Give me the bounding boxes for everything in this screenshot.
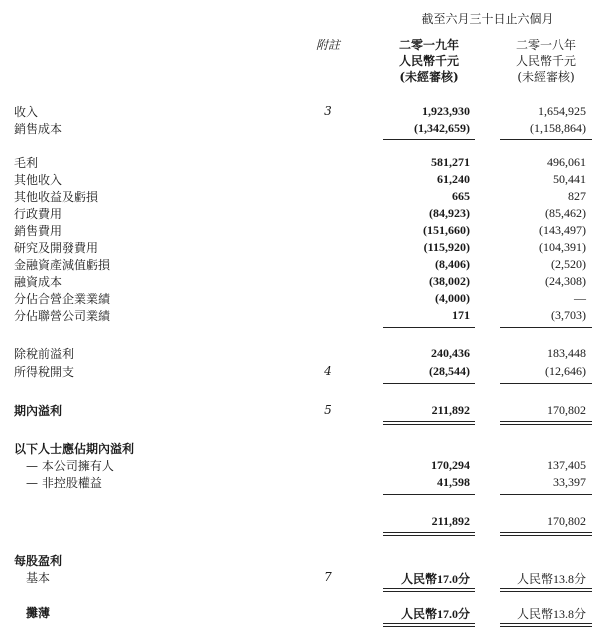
section-heading: 以下人士應佔期內溢利: [14, 442, 135, 456]
row-label: 毛利: [14, 156, 39, 170]
row-value-2019: 人民幣17.0分: [400, 572, 470, 586]
row-label: 研究及開發費用: [14, 241, 99, 255]
row-label: 收入: [14, 105, 39, 119]
row-value-2019: 240,436: [431, 346, 470, 360]
total-double-rule: [383, 588, 475, 592]
row-label: 其他收益及虧損: [14, 190, 99, 204]
unit-2018-heading: 人民幣千元: [515, 54, 576, 68]
total-double-rule: [500, 421, 592, 425]
total-double-rule: [383, 421, 475, 425]
row-value-2018: 170,802: [547, 514, 586, 528]
section-heading: 每股盈利: [14, 554, 63, 568]
note-column-heading: 附註: [315, 38, 340, 52]
row-label: 行政費用: [14, 207, 63, 221]
row-value-2018: —: [574, 291, 586, 305]
row-label: 融資成本: [14, 275, 63, 289]
subtotal-rule: [500, 383, 592, 384]
row-label: 銷售費用: [14, 224, 63, 238]
row-value-2018: 827: [568, 189, 586, 203]
row-value-2019: 人民幣17.0分: [400, 607, 470, 621]
row-value-2019: (1,342,659): [414, 121, 470, 135]
row-value-2018: 50,441: [553, 172, 586, 186]
row-label: 基本: [26, 571, 51, 585]
row-value-2019: 665: [452, 189, 470, 203]
row-value-2019: 211,892: [431, 403, 470, 417]
year-2018-heading: 二零一八年: [515, 38, 576, 52]
subtotal-rule: [383, 139, 475, 140]
row-value-2018: (104,391): [539, 240, 586, 254]
audit-2019-heading: (未經審核): [399, 70, 459, 84]
subtotal-rule: [383, 494, 475, 495]
subtotal-rule: [383, 383, 475, 384]
row-value-2019: 1,923,930: [422, 104, 470, 118]
row-value-2018: (12,646): [545, 364, 586, 378]
row-value-2019: 171: [452, 308, 470, 322]
row-value-2018: 496,061: [547, 155, 586, 169]
row-value-2019: (28,544): [429, 364, 470, 378]
row-value-2018: (1,158,864): [530, 121, 586, 135]
row-value-2019: (38,002): [429, 274, 470, 288]
row-label: 期內溢利: [14, 404, 63, 418]
total-double-rule: [500, 623, 592, 627]
row-value-2018: (85,462): [545, 206, 586, 220]
row-label: — 非控股權益: [26, 476, 102, 490]
total-double-rule: [383, 532, 475, 536]
row-label: 銷售成本: [14, 122, 63, 136]
subtotal-rule: [500, 494, 592, 495]
row-value-2018: (143,497): [539, 223, 586, 237]
row-label: 金融資產減值虧損: [14, 258, 111, 272]
row-value-2018: (3,703): [551, 308, 586, 322]
row-value-2018: 人民幣13.8分: [516, 607, 586, 621]
row-label: 分佔合營企業業績: [14, 292, 111, 306]
row-label: 攤薄: [26, 606, 51, 620]
row-value-2019: (151,660): [423, 223, 470, 237]
row-value-2018: 1,654,925: [538, 104, 586, 118]
row-value-2018: 137,405: [547, 458, 586, 472]
row-note: 7: [324, 570, 332, 584]
total-double-rule: [500, 532, 592, 536]
unit-2019-heading: 人民幣千元: [398, 54, 459, 68]
row-value-2019: 41,598: [437, 475, 470, 489]
row-label: 分佔聯營公司業績: [14, 309, 111, 323]
row-label: 所得稅開支: [14, 365, 75, 379]
subtotal-rule: [383, 327, 475, 328]
row-note: 5: [324, 403, 332, 417]
period-heading: 截至六月三十日止六個月: [421, 12, 554, 26]
row-note: 4: [324, 364, 332, 378]
row-note: 3: [324, 104, 332, 118]
year-2019-heading: 二零一九年: [398, 38, 459, 52]
row-label: 其他收入: [14, 173, 63, 187]
row-value-2019: (8,406): [435, 257, 470, 271]
row-value-2019: 61,240: [437, 172, 470, 186]
row-value-2019: (84,923): [429, 206, 470, 220]
row-label: 除稅前溢利: [14, 347, 75, 361]
row-value-2018: (2,520): [551, 257, 586, 271]
row-value-2019: 170,294: [431, 458, 470, 472]
row-value-2019: 211,892: [431, 514, 470, 528]
total-double-rule: [500, 588, 592, 592]
row-value-2018: 183,448: [547, 346, 586, 360]
audit-2018-heading: (未經審核): [517, 70, 575, 84]
total-double-rule: [383, 623, 475, 627]
row-value-2018: 170,802: [547, 403, 586, 417]
row-value-2018: 33,397: [553, 475, 586, 489]
subtotal-rule: [500, 327, 592, 328]
row-value-2019: (115,920): [423, 240, 470, 254]
row-value-2019: (4,000): [435, 291, 470, 305]
row-value-2018: (24,308): [545, 274, 586, 288]
row-label: — 本公司擁有人: [26, 459, 114, 473]
row-value-2018: 人民幣13.8分: [516, 572, 586, 586]
subtotal-rule: [500, 139, 592, 140]
row-value-2019: 581,271: [431, 155, 470, 169]
